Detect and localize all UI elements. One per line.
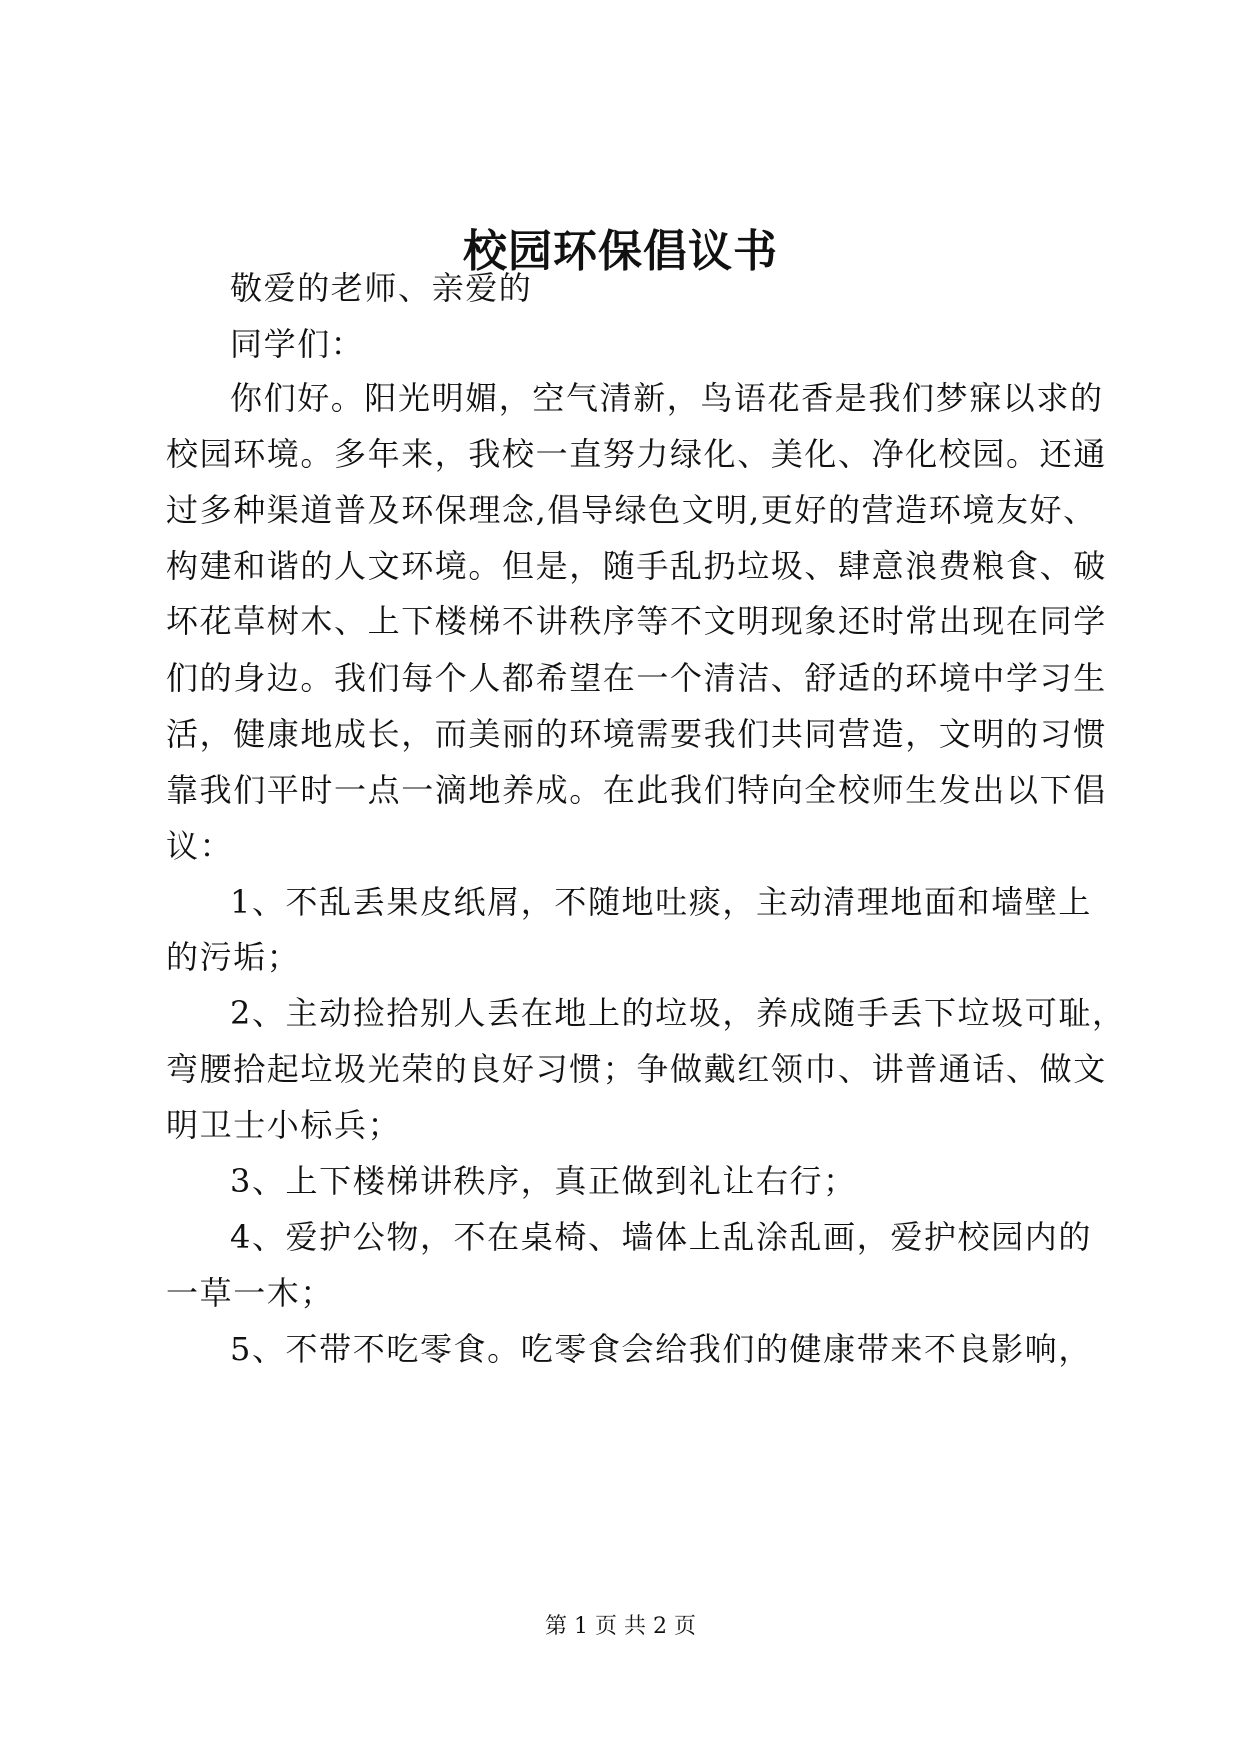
paragraph-line: 们的身边。我们每个人都希望在一个清洁、舒适的环境中学习生 [166,659,1107,697]
paragraph-line: 活，健康地成长，而美丽的环境需要我们共同营造，文明的习惯 [166,715,1107,753]
paragraph-line: 过多种渠道普及环保理念,倡导绿色文明,更好的营造环境友好、 [166,491,1097,529]
paragraph-line: 校园环境。多年来，我校一直努力绿化、美化、净化校园。还通 [166,435,1107,473]
salutation-line-1: 敬爱的老师、亲爱的 [230,269,533,307]
proposal-item-5: 5、不带不吃零食。吃零食会给我们的健康带来不良影响， [230,1330,1092,1368]
paragraph-line: 坏花草树木、上下楼梯不讲秩序等不文明现象还时常出现在同学 [166,602,1107,640]
paragraph-line: 靠我们平时一点一滴地养成。在此我们特向全校师生发出以下倡 [166,771,1107,809]
proposal-item-1: 1、不乱丢果皮纸屑，不随地吐痰，主动清理地面和墙壁上 [230,883,1092,921]
proposal-item-2: 2、主动捡拾别人丢在地上的垃圾，养成随手丢下垃圾可耻， [230,994,1126,1032]
paragraph-line: 你们好。阳光明媚，空气清新，鸟语花香是我们梦寐以求的 [230,379,1104,417]
page-footer: 第 1 页 共 2 页 [545,1614,696,1639]
proposal-item-1-cont: 的污垢； [166,938,301,976]
proposal-item-2-cont: 明卫士小标兵； [166,1106,402,1144]
proposal-item-3: 3、上下楼梯讲秩序，真正做到礼让右行； [230,1162,857,1200]
salutation-line-2: 同学们： [230,325,365,363]
proposal-item-4-cont: 一草一木； [166,1274,335,1312]
proposal-item-2-cont: 弯腰拾起垃圾光荣的良好习惯；争做戴红领巾、讲普通话、做文 [166,1050,1107,1088]
proposal-item-4: 4、爱护公物，不在桌椅、墙体上乱涂乱画，爱护校园内的 [230,1218,1092,1256]
document-title: 校园环保倡议书 [463,226,778,277]
paragraph-line: 构建和谐的人文环境。但是，随手乱扔垃圾、肆意浪费粮食、破 [166,547,1107,585]
paragraph-line: 议： [166,827,234,865]
